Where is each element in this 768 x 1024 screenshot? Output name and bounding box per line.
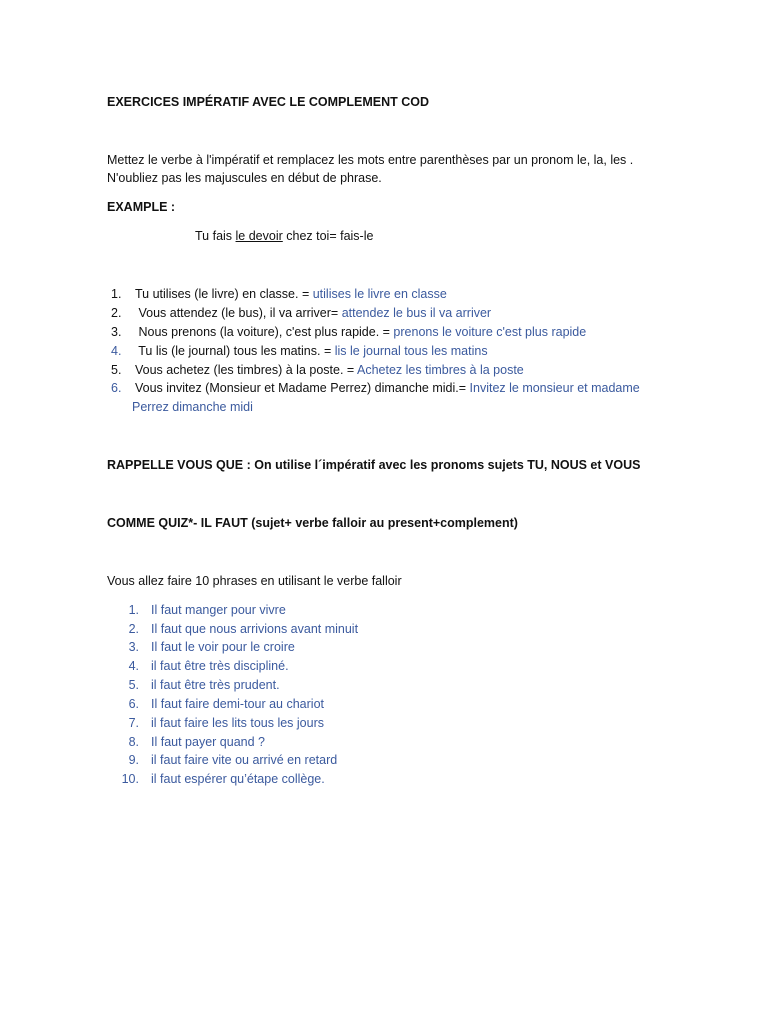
exercise-answer: utilises le livre en classe [312,287,447,301]
example-suffix: chez toi= fais-le [282,229,374,243]
document-title: EXERCICES IMPÉRATIF AVEC LE COMPLEMENT COD [107,95,430,109]
quiz-number: 10. [121,772,139,786]
exercise-number: 5. [111,363,122,377]
quiz-text: il faut être très prudent. [151,678,280,692]
quiz-text: Il faut que nous arrivions avant minuit [151,622,359,636]
exercise-number: 6. [111,381,122,395]
exercise-question: Vous achetez (les timbres) à la poste. = [135,363,357,377]
quiz-number: 7. [128,716,139,730]
exercise-question: Tu lis (le journal) tous les matins. = [135,344,335,358]
quiz-text: il faut faire les lits tous les jours [151,716,324,730]
exercise-number: 4. [111,344,122,358]
exercise-answer: lis le journal tous les matins [334,344,488,358]
exercise-item [111,285,447,303]
rappel-note: RAPPELLE VOUS QUE : On utilise l´impératif avec les pronoms sujets TU, NOUS et VOUS [107,458,641,472]
quiz-text: Il faut le voir pour le croire [151,640,295,654]
quiz-text: Il faut faire demi-tour au chariot [151,697,324,711]
exercise-number: 1. [111,287,122,301]
quiz-text: il faut faire vite ou arrivé en retard [151,753,338,767]
instructions-line-1: Mettez le verbe à l'impératif et remplacez les mots entre parenthèses par un pronom le, la, les . [107,153,634,167]
quiz-intro: Vous allez faire 10 phrases en utilisant le verbe falloir [107,574,402,588]
exercise-question: Tu utilises (le livre) en classe. = [135,287,313,301]
exercise-item [111,323,586,341]
exercise-number: 2. [111,306,122,320]
quiz-text: Il faut manger pour vivre [151,603,286,617]
example-sentence [195,227,373,245]
exercise-question: Vous attendez (le bus), il va arriver= [135,306,342,320]
quiz-number: 2. [128,622,139,636]
exercise-item [111,304,491,322]
quiz-number: 4. [128,659,139,673]
example-underlined: le devoir [235,229,283,243]
quiz-number: 9. [128,753,139,767]
exercise-number: 3. [111,325,122,339]
exercise-answer: prenons le voiture c'est plus rapide [393,325,587,339]
quiz-number: 8. [128,735,139,749]
exercise-question: Nous prenons (la voiture), c'est plus rapide. = [135,325,394,339]
quiz-text: il faut espérer qu’étape collège. [151,772,325,786]
quiz-number: 6. [128,697,139,711]
exercise-answer: Achetez les timbres à la poste [357,363,524,377]
example-prefix: Tu fais [195,229,236,243]
quiz-number: 1. [128,603,139,617]
exercise-answer: Invitez le monsieur et madame [469,381,640,395]
exercise-item [111,379,640,397]
quiz-number: 5. [128,678,139,692]
instructions-line-2: N'oubliez pas les majuscules en début de phrase. [107,171,382,185]
quiz-text: il faut être très discipliné. [151,659,289,673]
exercise-answer-continued: Perrez dimanche midi [132,400,253,414]
quiz-title: COMME QUIZ*- IL FAUT (sujet+ verbe falloir au present+complement) [107,516,518,530]
example-label: EXAMPLE : [107,200,176,214]
exercise-answer: attendez le bus il va arriver [341,306,492,320]
exercise-item [111,361,524,379]
quiz-text: Il faut payer quand ? [151,735,265,749]
exercise-question: Vous invitez (Monsieur et Madame Perrez) dimanche midi.= [135,381,470,395]
exercise-item [111,342,488,360]
quiz-number: 3. [128,640,139,654]
